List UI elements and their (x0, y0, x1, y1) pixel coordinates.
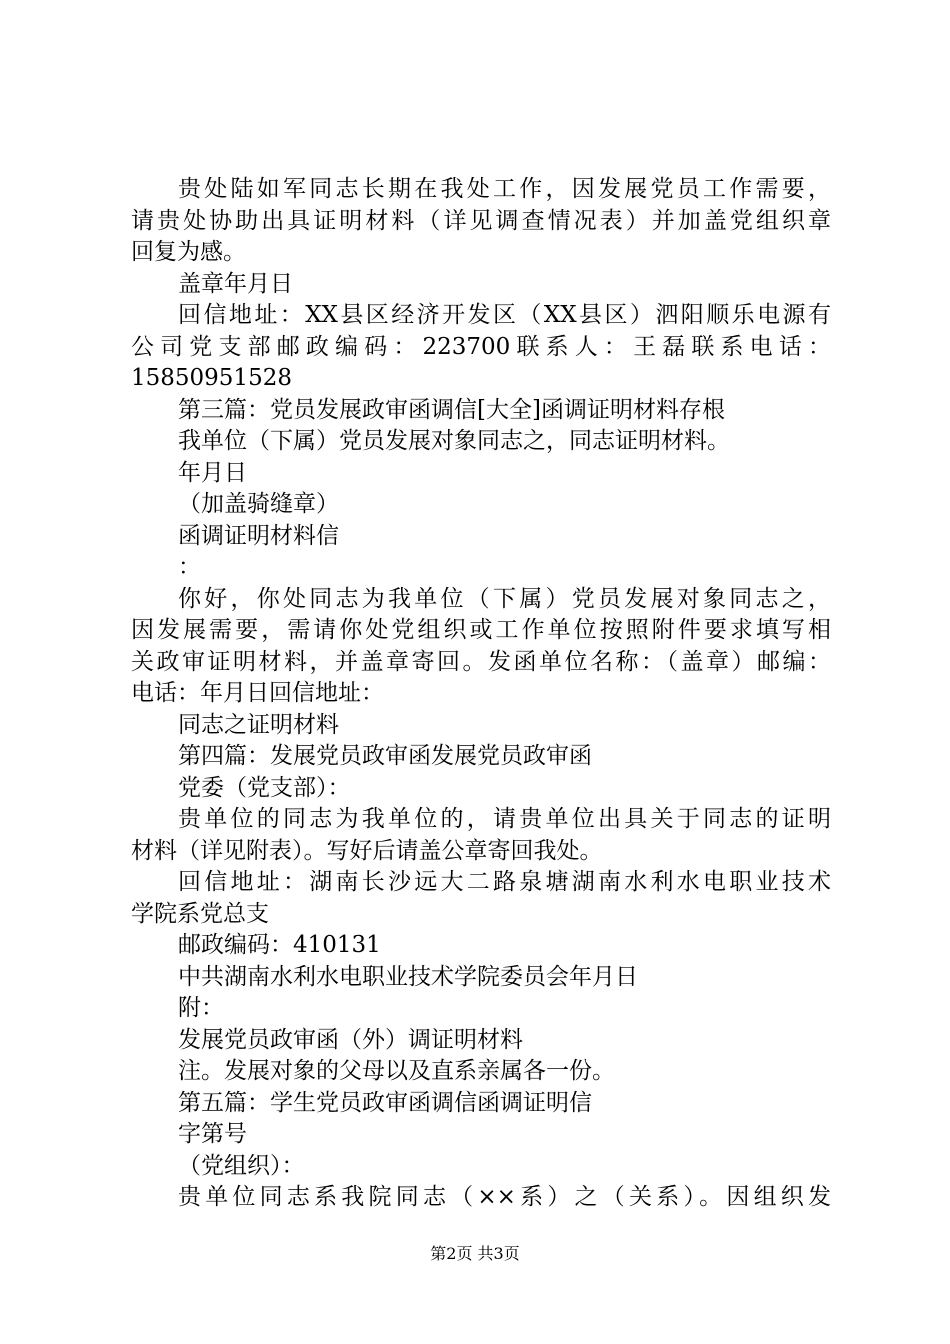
text-line: 第五篇：学生党员政审函调信函调证明信 (178, 1089, 592, 1116)
text-line: 公司党支部邮政编码：223700联系人：王磊联系电话： (131, 333, 831, 360)
text-line: 回复为感。 (131, 239, 246, 265)
text-line: 附： (178, 995, 224, 1021)
text-line: 字第号 (178, 1121, 247, 1147)
text-line: 函调证明材料信 (178, 522, 339, 549)
text-line: 贵单位同志系我院同志（××系）之（关系）。因组织发 (178, 1184, 831, 1210)
text-line: 贵单位的同志为我单位的，请贵单位出具关于同志的证明 (178, 806, 831, 832)
text-line: ： (178, 554, 201, 580)
text-line: 因发展需要，需请你处党组织或工作单位按照附件要求填写相 (131, 617, 831, 643)
text-line: 第四篇：发展党员政审函发展党员政审函 (178, 743, 592, 769)
document-body (131, 174, 831, 1214)
text-line: 注。发展对象的父母以及直系亲属各一份。 (178, 1058, 615, 1084)
text-line: 党委（党支部）： (178, 774, 351, 801)
text-line: 同志之证明材料 (178, 711, 339, 738)
text-line: 电话：年月日回信地址： (131, 680, 384, 706)
text-line: 年月日 (178, 459, 247, 486)
page-footer: 第2页 共3页 (430, 1244, 520, 1263)
text-line: （加盖骑缝章） (178, 491, 339, 517)
text-line: 邮政编码：410131 (178, 932, 381, 958)
text-line: 贵处陆如军同志长期在我处工作，因发展党员工作需要， (178, 176, 831, 202)
text-line: 中共湖南水利水电职业技术学院委员会年月日 (178, 963, 638, 990)
text-line: 回信地址：湖南长沙远大二路泉塘湖南水利水电职业技术 (178, 869, 831, 895)
text-line: 你好，你处同志为我单位（下属）党员发展对象同志之， (178, 585, 831, 612)
text-line: 请贵处协助出具证明材料（详见调查情况表）并加盖党组织章 (131, 207, 831, 234)
text-line: 回信地址：XX县区经济开发区（XX县区）泗阳顺乐电源有 (178, 302, 831, 328)
text-line: 盖章年月日 (178, 270, 293, 297)
text-line: 发展党员政审函（外）调证明材料 (178, 1026, 523, 1053)
text-line: 15850951528 (131, 365, 292, 391)
text-line: 材料（详见附表）。写好后请盖公章寄回我处。 (131, 837, 603, 864)
text-line: 关政审证明材料，并盖章寄回。发函单位名称：（盖章）邮编： (131, 648, 831, 675)
text-line: 我单位（下属）党员发展对象同志之，同志证明材料。 (178, 428, 730, 454)
text-line: 第三篇：党员发展政审函调信[大全]函调证明材料存根 (178, 396, 725, 423)
text-line: （党组织）： (178, 1152, 305, 1179)
text-line: 学院系党总支 (131, 900, 269, 927)
